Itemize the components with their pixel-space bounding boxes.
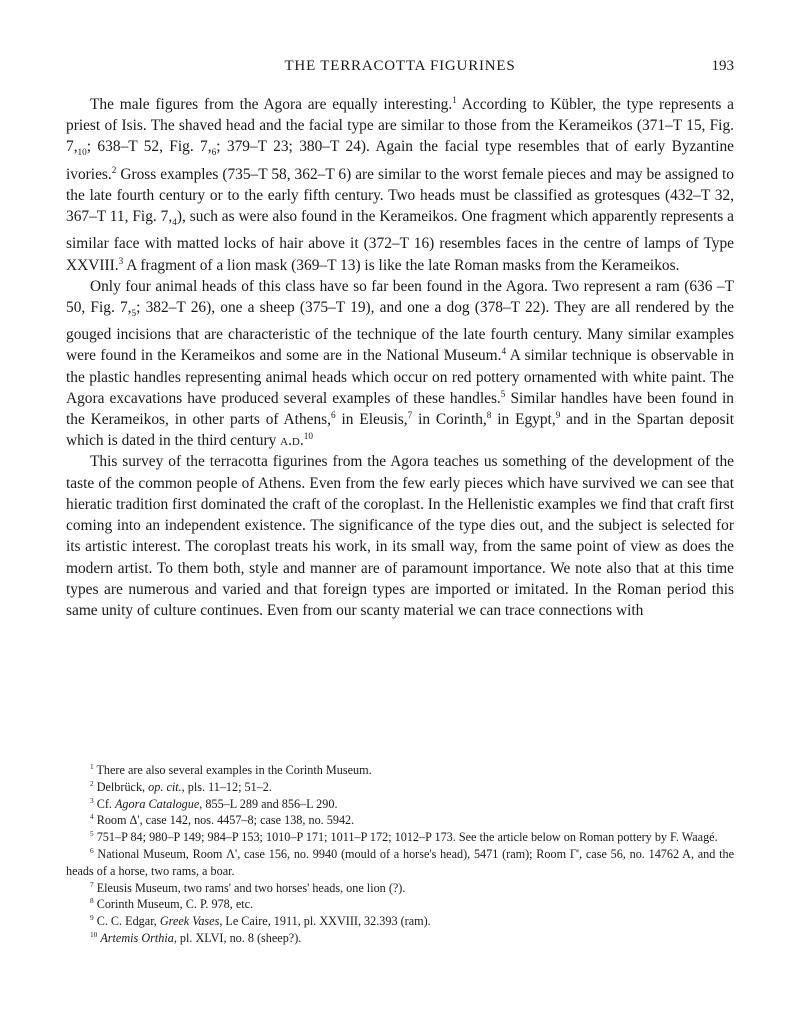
footnote-text: Corinth Museum, C. P. 978, etc.	[96, 897, 254, 912]
text-run: The male figures from the Agora are equally interesting.	[90, 96, 453, 113]
figure-subscript: 10	[77, 147, 87, 158]
footnote-text: National Museum, Room Λ', case 156, no. 9940 (mould of a horse's head), 5471 (ram); Room Γ', case 56, no. 14762 A, and the heads of a horse, two rams, a boar.	[66, 846, 735, 878]
footnote-number: 3	[90, 795, 94, 805]
text-run: in Egypt,	[491, 411, 556, 429]
text-run: ), such as were also found in the Kerameikos. One fragment which apparently represents a similar face with matted locks of hair above it (372–T 16) resembles faces in the centre of lamps of Type XXVIII.	[66, 208, 734, 274]
footnote-7	[66, 880, 734, 897]
footnote-number: 4	[90, 812, 94, 822]
footnote-text: , Le Caire, 1911, pl. XXVIII, 32.393 (ram).	[219, 914, 431, 929]
footnote-number: 5	[90, 829, 94, 839]
footnote-ref: 6	[331, 409, 336, 420]
footnote-text: , 855–L 289 and 856–L 290.	[199, 796, 338, 811]
footnote-ref: 4	[501, 346, 507, 357]
text-run: ; 638–T 52, Fig. 7,	[86, 138, 212, 156]
footnote-text: Room Δ', case 142, nos. 4457–8; case 138, no. 5942.	[96, 813, 355, 828]
footnote-number: 2	[90, 778, 94, 788]
footnote-4	[66, 812, 734, 829]
footnote-number: 1	[90, 761, 94, 771]
paragraph-survey: This survey of the terracotta figurines from the Agora teaches us something of the development of the taste of the common people of Athens. Even from the few early pieces which have survived we can see that hieratic tradition first dominated the craft of the coroplast. In the Hellenistic examples we find that craft first coming into an independent existence. The significance of the type dies out, and the subject is selected for its artistic interest. The coroplast treats his work, in its small way, from the same point of view as does the modern artist. To them both, style and manner are of paramount importance. We note also that at this time types are numerous and varied and that foreign types are imported or imitated. In the Roman period this same unity of culture continues. Even from our scanty material we can trace connections with	[66, 453, 734, 619]
footnote-text: , pls. 11–12; 51–2.	[181, 779, 272, 794]
footnote-ref: 2	[111, 164, 117, 175]
footnote-number: 9	[90, 913, 94, 923]
text-run: and in the Spartan deposit which is dated in the third century	[66, 411, 734, 450]
text-run: in Corinth,	[412, 411, 487, 429]
footnote-text: , pl. XLVI, no. 8 (sheep?).	[173, 930, 302, 945]
text-run: A similar technique is observable in the plastic handles representing animal heads which occur on red pottery ornamented with white paint. The Agora excavations have produced several examples of these handles.	[66, 347, 735, 407]
footnote-number: 6	[90, 845, 94, 855]
footnote-italic: Agora Catalogue	[114, 796, 200, 811]
text-run: Similar handles have been found in the Kerameikos, in other parts of Athens,	[66, 389, 734, 429]
era-abbreviation: a.d.	[280, 432, 304, 450]
footnote-ref: 7	[407, 409, 413, 420]
running-header	[66, 58, 734, 78]
text-run: A fragment of a lion mask (369–T 13) is like the late Roman masks from the Kerameikos.	[123, 256, 680, 274]
text-run: ; 382–T 26), one a sheep (375–T 19), and one a dog (378–T 22). They are all rendered by the gouged incisions that are characteristic of the technique of the late fourth century. Many similar examples were found in the Kerameikos and some are in the National Museum.	[66, 298, 734, 365]
footnote-ref: 3	[118, 255, 124, 266]
footnote-text: Delbrück,	[96, 779, 149, 794]
footnotes	[66, 762, 734, 947]
paragraph-animal-heads	[66, 276, 734, 452]
footnote-italic: Artemis Orthia	[100, 930, 174, 945]
text-run: According to Kübler, the type represents a priest of Isis. The shaved head and the facial type are similar to those from the Kerameikos (371–T 15, Fig. 7,	[66, 96, 734, 156]
footnote-ref: 10	[303, 431, 313, 442]
footnote-text: C. C. Edgar,	[96, 914, 160, 929]
footnote-ref: 9	[555, 409, 561, 420]
figure-subscript: 4	[172, 217, 177, 228]
footnote-number: 7	[90, 879, 94, 889]
text-run: Gross examples (735–T 58, 362–T 6) are similar to the worst female pieces and may be assigned to the late fourth century or to the early fifth century. Two heads must be classified as grotesques (432–T 32, 367–T 11, Fig. 7,	[66, 165, 734, 226]
footnote-2	[66, 779, 734, 796]
paragraph-male-figures	[66, 94, 734, 276]
footnote-3	[66, 796, 734, 813]
text-run: in Eleusis,	[335, 411, 408, 429]
footnote-1	[66, 762, 734, 779]
text-run: Only four animal heads of this class have so far been found in the Agora. Two represent a ram (636 –T 50, Fig. 7,	[66, 277, 734, 316]
footnote-text: 751–P 84; 980–P 149; 984–P 153; 1010–P 171; 1011–P 172; 1012–P 173. See the article below on Roman pottery by F. Waagé.	[96, 830, 718, 845]
footnote-text: Eleusis Museum, two rams' and two horses' heads, one lion (?).	[96, 880, 406, 895]
figure-subscript: 5	[131, 308, 137, 319]
footnote-ref: 8	[486, 409, 492, 420]
footnote-number: 10	[90, 929, 98, 939]
footnote-text: Cf.	[96, 796, 115, 811]
footnote-10	[66, 930, 734, 947]
footnote-italic: Greek Vases	[159, 914, 220, 929]
footnote-ref: 5	[500, 388, 506, 399]
page-number: 193	[711, 58, 734, 74]
footnote-ref: 1	[452, 94, 457, 105]
footnote-8	[66, 896, 734, 913]
text-run: ; 379–T 23; 380–T 24). Again the facial type resembles that of early Byzantine ivories.	[66, 138, 734, 183]
footnote-number: 8	[90, 896, 94, 906]
figure-subscript: 6	[211, 147, 217, 158]
footnote-italic: op. cit.	[148, 779, 182, 794]
footnote-9	[66, 913, 734, 930]
footnote-5	[66, 829, 734, 846]
footnote-text: There are also several examples in the Corinth Museum.	[96, 763, 372, 777]
running-title: THE TERRACOTTA FIGURINES	[284, 58, 516, 74]
footnote-6	[66, 846, 734, 880]
body-text	[66, 94, 734, 621]
